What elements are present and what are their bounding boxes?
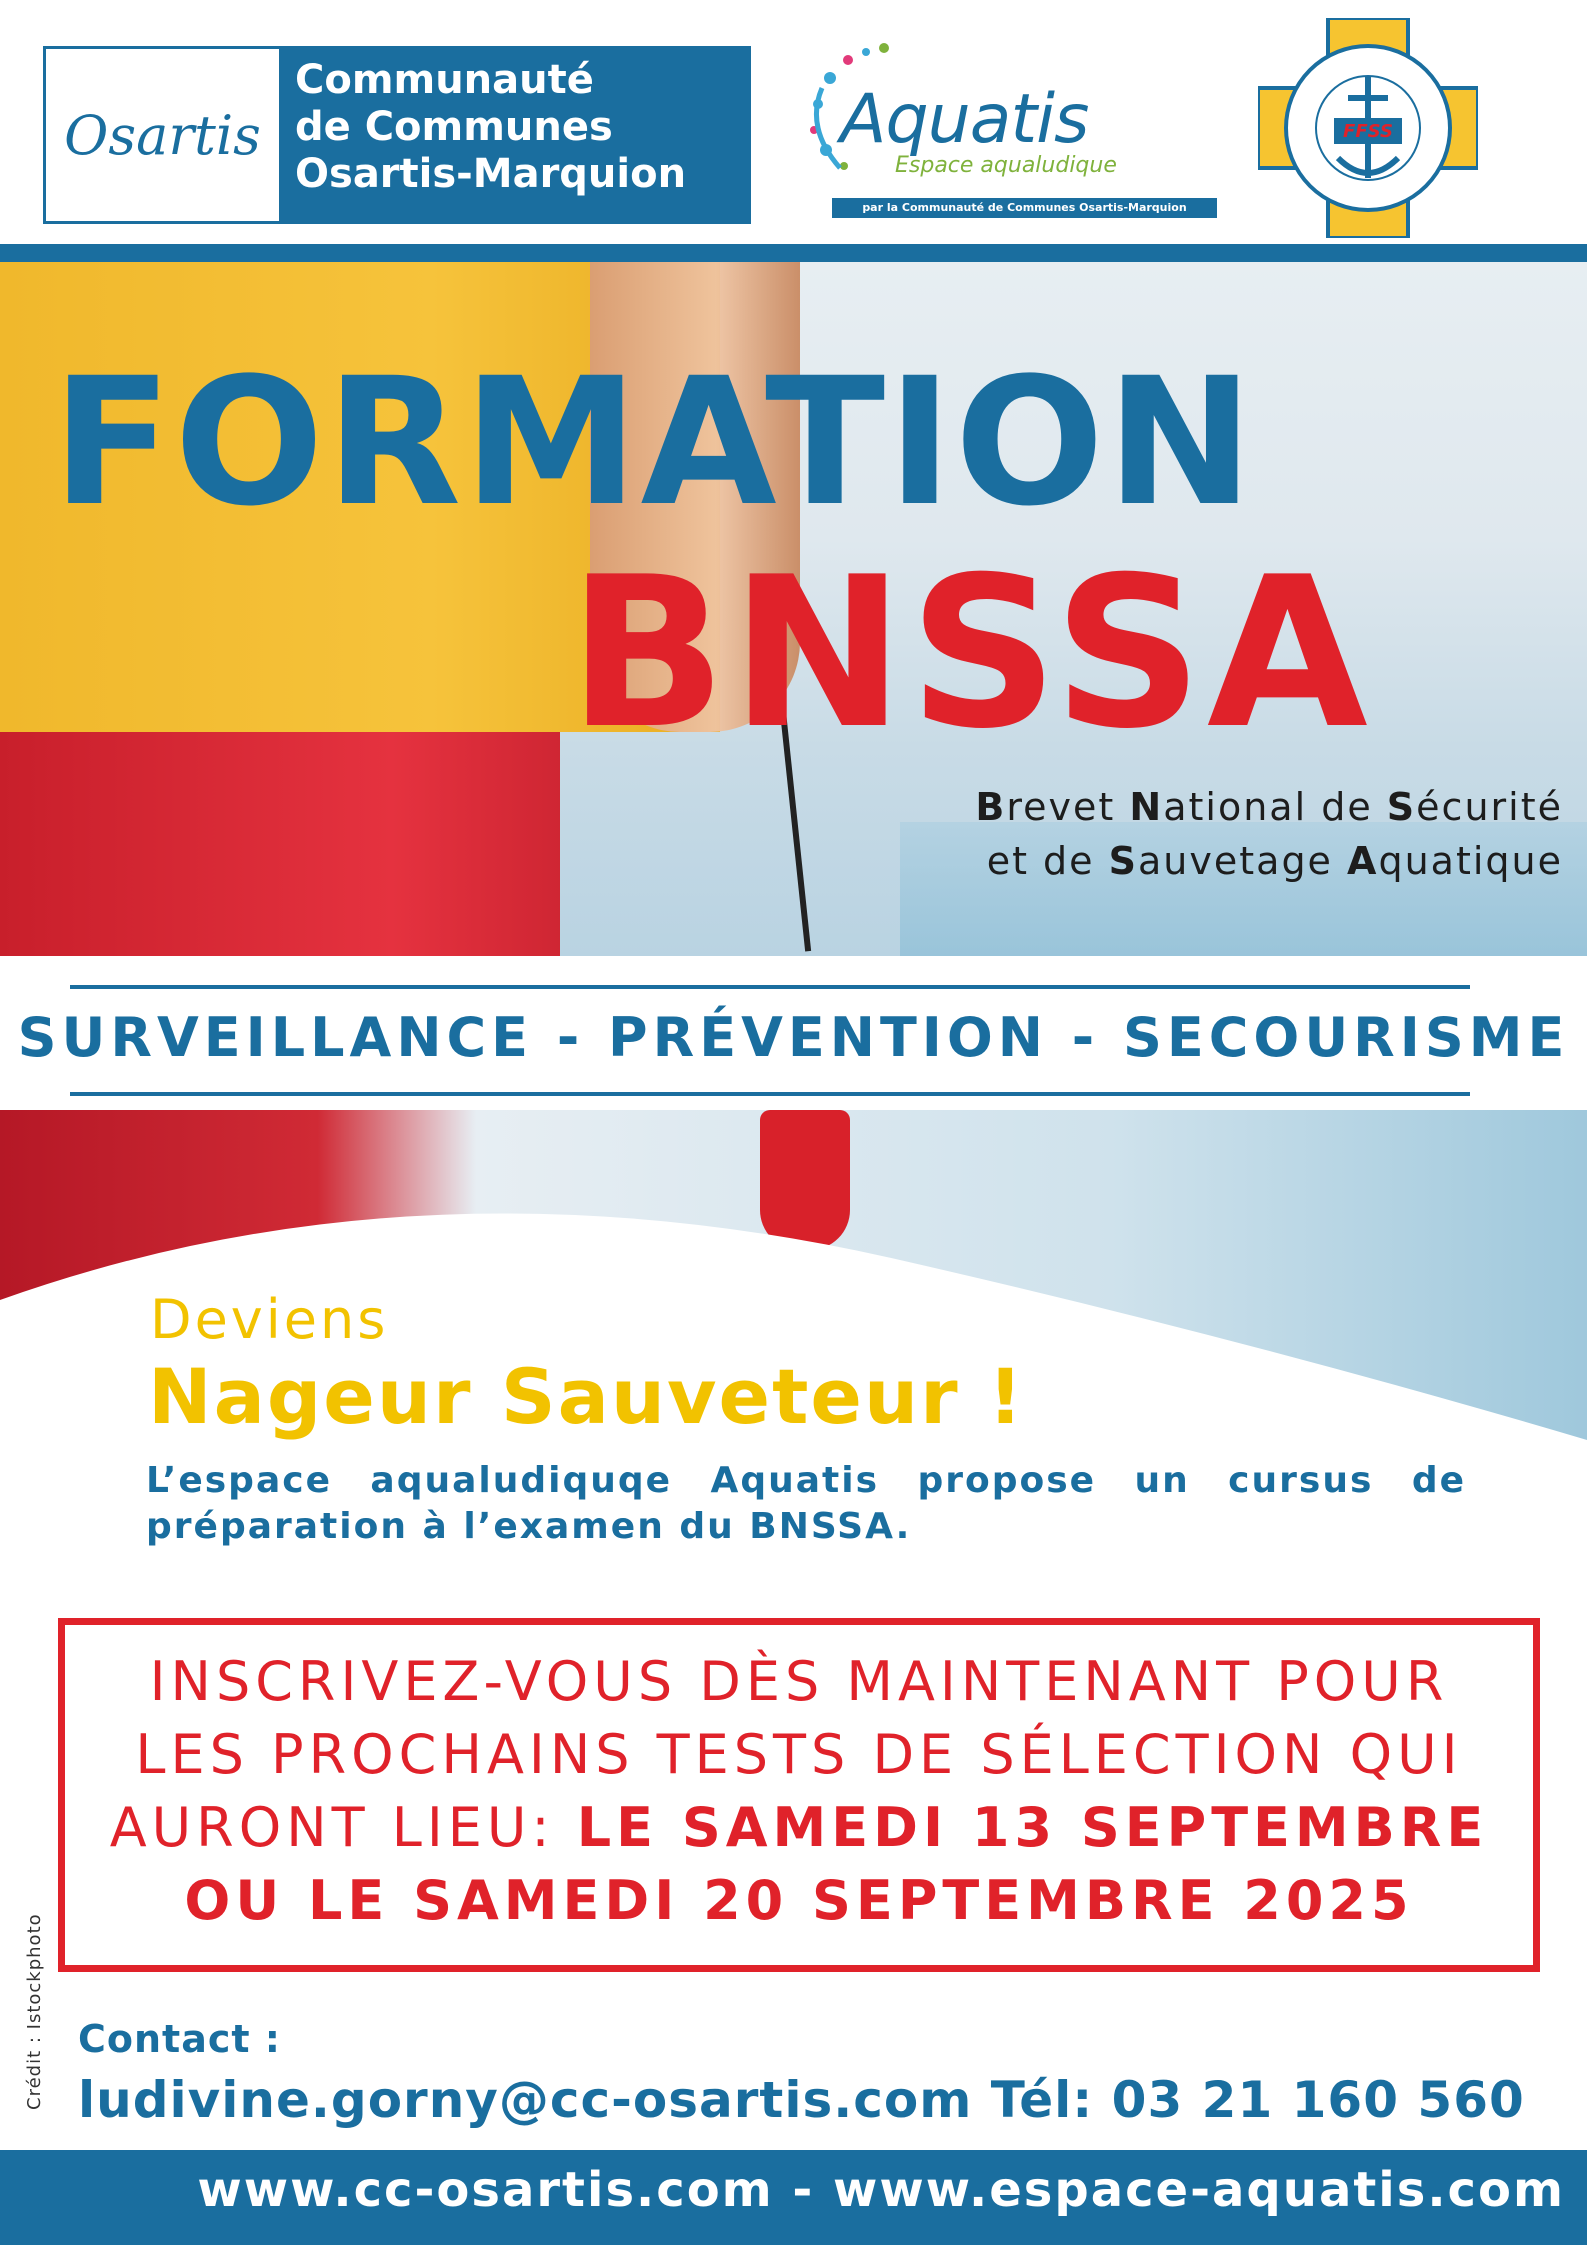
footer-link-osartis[interactable]: www.cc-osartis.com — [197, 2162, 774, 2218]
title-bnssa: BNSSA — [568, 533, 1372, 775]
deviens-text: Deviens — [150, 1288, 389, 1351]
brevet-word: écurité — [1416, 785, 1563, 829]
brevet-line-2 — [663, 834, 1563, 888]
osartis-logo-text: Osartis — [64, 103, 261, 167]
inscription-date-2: OU LE SAMEDI 20 SEPTEMBRE 2025 — [184, 1869, 1414, 1932]
tagline: SURVEILLANCE - PRÉVENTION - SECOURISME — [17, 1006, 1570, 1069]
program-description: L’espace aqualudiquqe Aquatis propose un cursus de préparation à l’examen du BNSSA. — [146, 1460, 1466, 1547]
inscription-line — [58, 1791, 1540, 1864]
footer-link-aquatis[interactable]: www.espace-aquatis.com — [833, 2162, 1565, 2218]
contact-phone-label: Tél: — [990, 2071, 1094, 2129]
brevet-initial: S — [1108, 839, 1139, 883]
aquatis-logo — [800, 38, 1220, 218]
osartis-name-line: Communauté — [295, 57, 594, 103]
nageur-sauveteur-heading: Nageur Sauveteur ! — [148, 1352, 1025, 1441]
header-divider — [0, 244, 1587, 262]
brevet-line-1 — [663, 780, 1563, 834]
brevet-word: revet — [1006, 785, 1130, 829]
brevet-initial: S — [1386, 785, 1417, 829]
brevet-word: quatique — [1378, 839, 1563, 883]
aquatis-wordmark: Aquatis — [840, 80, 1089, 159]
osartis-name-line: de Communes — [295, 104, 613, 150]
osartis-name-line: Osartis-Marquion — [295, 151, 687, 197]
brevet-subtitle — [663, 780, 1563, 888]
tagline-rule-top — [70, 985, 1470, 989]
osartis-logo — [46, 49, 279, 221]
inscription-date-1: LE SAMEDI 13 SEPTEMBRE — [576, 1796, 1489, 1859]
footer-separator: - — [773, 2162, 834, 2218]
inscription-line: INSCRIVEZ-VOUS DÈS MAINTENANT POUR — [149, 1650, 1449, 1713]
photo-credit — [0, 1870, 45, 2110]
inscription-line: LES PROCHAINS TESTS DE SÉLECTION QUI — [135, 1723, 1463, 1786]
brevet-initial: A — [1347, 839, 1379, 883]
contact-phone[interactable]: 03 21 160 560 — [1111, 2071, 1525, 2129]
brevet-word: et de — [986, 839, 1109, 883]
contact-details — [78, 2068, 1525, 2132]
contact-label: Contact : — [78, 2017, 281, 2061]
header — [0, 0, 1587, 244]
osartis-logo-block — [43, 46, 751, 224]
tagline-rule-bottom — [70, 1092, 1470, 1096]
ffss-logo — [1258, 18, 1478, 238]
inscription-plain: AURONT LIEU: — [109, 1796, 577, 1859]
osartis-name — [279, 49, 748, 221]
brevet-initial: N — [1129, 785, 1164, 829]
inscription-text — [58, 1645, 1540, 1937]
contact-email[interactable]: ludivine.gorny@cc-osartis.com — [78, 2071, 973, 2129]
aquatis-subtitle: Espace aqualudique — [895, 153, 1117, 178]
brevet-word: auvetage — [1138, 839, 1348, 883]
ffss-initials: FFSS — [1343, 121, 1393, 142]
brevet-initial: B — [975, 785, 1007, 829]
brevet-word: ational de — [1163, 785, 1387, 829]
footer-links — [197, 2158, 1565, 2222]
aquatis-tagline: par la Communauté de Communes Osartis-Marquion — [832, 198, 1217, 218]
title-formation: FORMATION — [52, 340, 1256, 545]
lifeguard-shorts — [0, 732, 560, 956]
footer-bar — [0, 2150, 1587, 2245]
photo-credit-text: Crédit : Istockphoto — [24, 1913, 45, 2110]
